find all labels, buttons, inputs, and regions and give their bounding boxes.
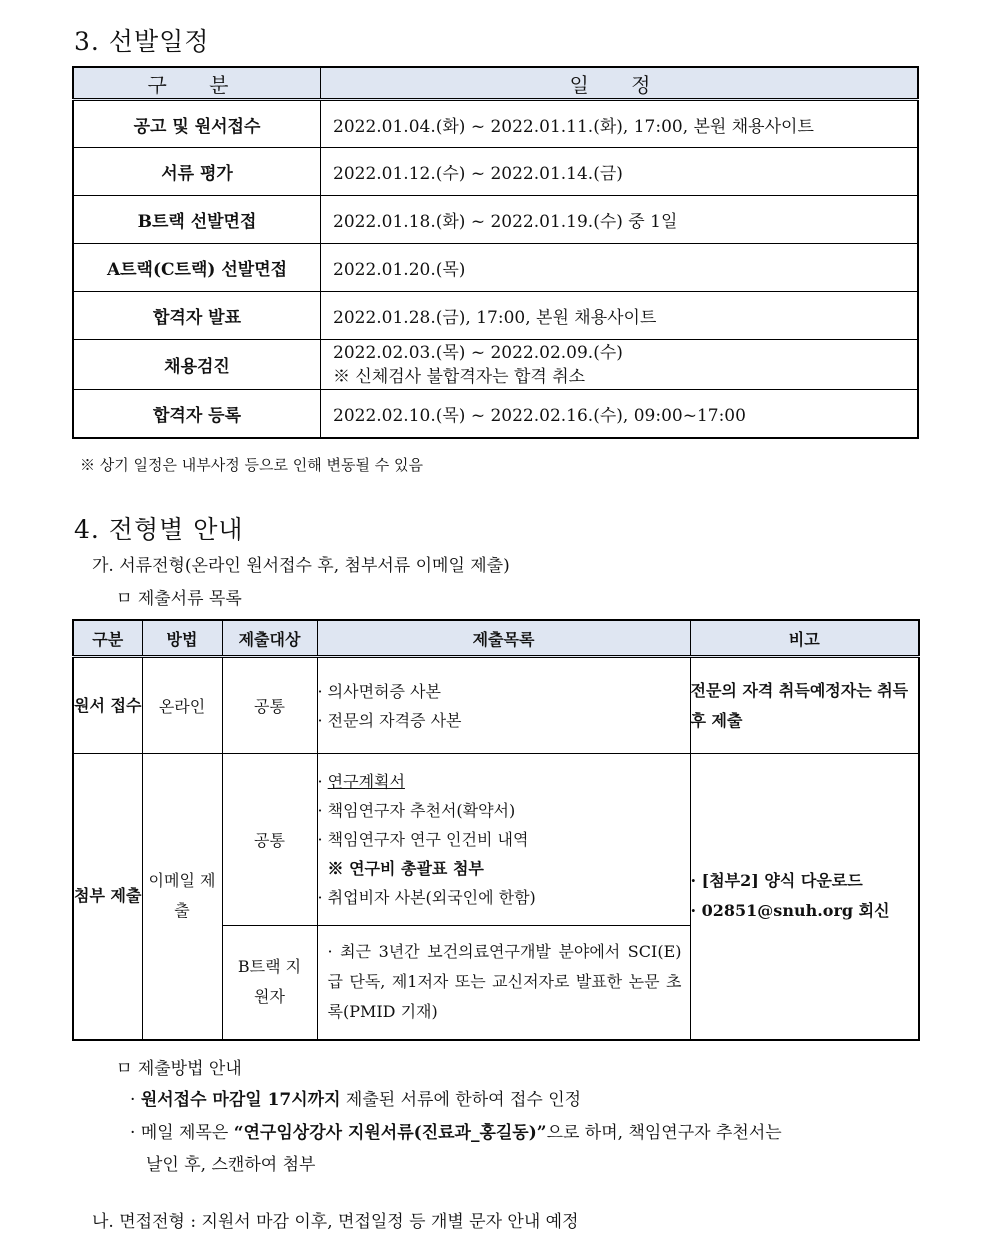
table-row (73, 100, 918, 148)
schedule-table (72, 66, 919, 439)
list-item: · 책임연구자 연구 인건비 내역 (317, 830, 529, 849)
remark-line: · [첨부2] 양식 다운로드 (690, 871, 863, 891)
header-target: 제출대상 (222, 620, 317, 657)
row-remark: 전문의 자격 취득예정자는 취득 후 제출 (690, 657, 919, 754)
table-row (73, 196, 918, 244)
subsection-b-title: 나. 면접전형 : 지원서 마감 이후, 면접일정 등 개별 문자 안내 예정 (92, 1212, 579, 1232)
schedule-label: 공고 및 원서접수 (73, 100, 321, 148)
schedule-value-line: 2022.02.03.(목) ~ 2022.02.09.(수) (333, 342, 623, 363)
header-documents: 제출목록 (317, 620, 690, 657)
row-target: B트랙 지원자 (222, 926, 317, 1040)
table-row (73, 390, 918, 438)
schedule-label: A트랙(C트랙) 선발면접 (73, 244, 321, 292)
schedule-label: 채용검진 (73, 340, 321, 390)
row-target: 공통 (222, 657, 317, 754)
table-row (73, 657, 919, 754)
schedule-note: ※ 상기 일정은 내부사정 등으로 인해 변동될 수 있음 (80, 456, 423, 474)
section3-title: 3. 선발일정 (74, 27, 210, 56)
schedule-label: 서류 평가 (73, 148, 321, 196)
header-remark: 비고 (690, 620, 919, 657)
schedule-value: 2022.01.18.(화) ~ 2022.01.19.(수) 중 1일 (321, 196, 919, 244)
list-item: · 전문의 자격증 사본 (317, 710, 462, 730)
schedule-label: 합격자 발표 (73, 292, 321, 340)
schedule-value: 2022.01.12.(수) ~ 2022.01.14.(금) (321, 148, 919, 196)
row-target: 공통 (222, 754, 317, 926)
row-documents (317, 754, 690, 926)
research-plan-link: 연구계획서 (327, 772, 405, 791)
document-list-title: ㅁ 제출서류 목록 (116, 589, 242, 609)
remark-line: · 02851@snuh.org 회신 (690, 901, 890, 921)
schedule-header-category: 구 분 (73, 67, 321, 100)
subsection-a-title: 가. 서류전형(온라인 원서접수 후, 첨부서류 이메일 제출) (92, 556, 510, 576)
table-row (73, 340, 918, 390)
row-method: 온라인 (142, 657, 222, 754)
row-method: 이메일 제출 (142, 754, 222, 1040)
schedule-value: 2022.01.20.(목) (321, 244, 919, 292)
list-item: · 의사면허증 사본 (317, 681, 441, 701)
method-line-2: · 메일 제목은 “연구임상강사 지원서류(진료과_홍길동)”으로 하며, 책임연구자 추천서는 (130, 1123, 782, 1143)
row-category: 첨부 제출 (73, 754, 142, 1040)
row-remark (690, 754, 919, 1040)
schedule-header-date: 일 정 (321, 67, 919, 100)
row-documents (317, 657, 690, 754)
table-row (73, 148, 918, 196)
list-item: · 책임연구자 추천서(확약서) (317, 801, 516, 820)
schedule-value: 2022.01.28.(금), 17:00, 본원 채용사이트 (321, 292, 919, 340)
schedule-label: B트랙 선발면접 (73, 196, 321, 244)
list-item: · 취업비자 사본(외국인에 한함) (317, 888, 536, 907)
schedule-value: 2022.01.04.(화) ~ 2022.01.11.(화), 17:00, 본원 채용사이트 (321, 100, 919, 148)
table-row (73, 292, 918, 340)
submission-method-title: ㅁ 제출방법 안내 (116, 1059, 242, 1079)
schedule-note-line: ※ 신체검사 불합격자는 합격 취소 (333, 366, 586, 387)
documents-table (72, 619, 920, 1041)
schedule-value: 2022.02.10.(목) ~ 2022.02.16.(수), 09:00~17:00 (321, 390, 919, 438)
schedule-value (321, 340, 919, 390)
list-note: ※ 연구비 총괄표 첨부 (327, 859, 484, 878)
header-category: 구분 (73, 620, 142, 657)
section4-title: 4. 전형별 안내 (74, 515, 244, 544)
list-item: · 연구계획서 (317, 772, 405, 791)
row-documents: · 최근 3년간 보건의료연구개발 분야에서 SCI(E)급 단독, 제1저자 또는 교신저자로 발표한 논문 초록(PMID 기재) (317, 926, 690, 1040)
header-method: 방법 (142, 620, 222, 657)
method-line-1: · 원서접수 마감일 17시까지 제출된 서류에 한하여 접수 인정 (130, 1090, 582, 1110)
method-line-3: 날인 후, 스캔하여 첨부 (146, 1155, 316, 1175)
row-category: 원서 접수 (73, 657, 142, 754)
table-row (73, 754, 919, 926)
schedule-label: 합격자 등록 (73, 390, 321, 438)
table-row (73, 244, 918, 292)
